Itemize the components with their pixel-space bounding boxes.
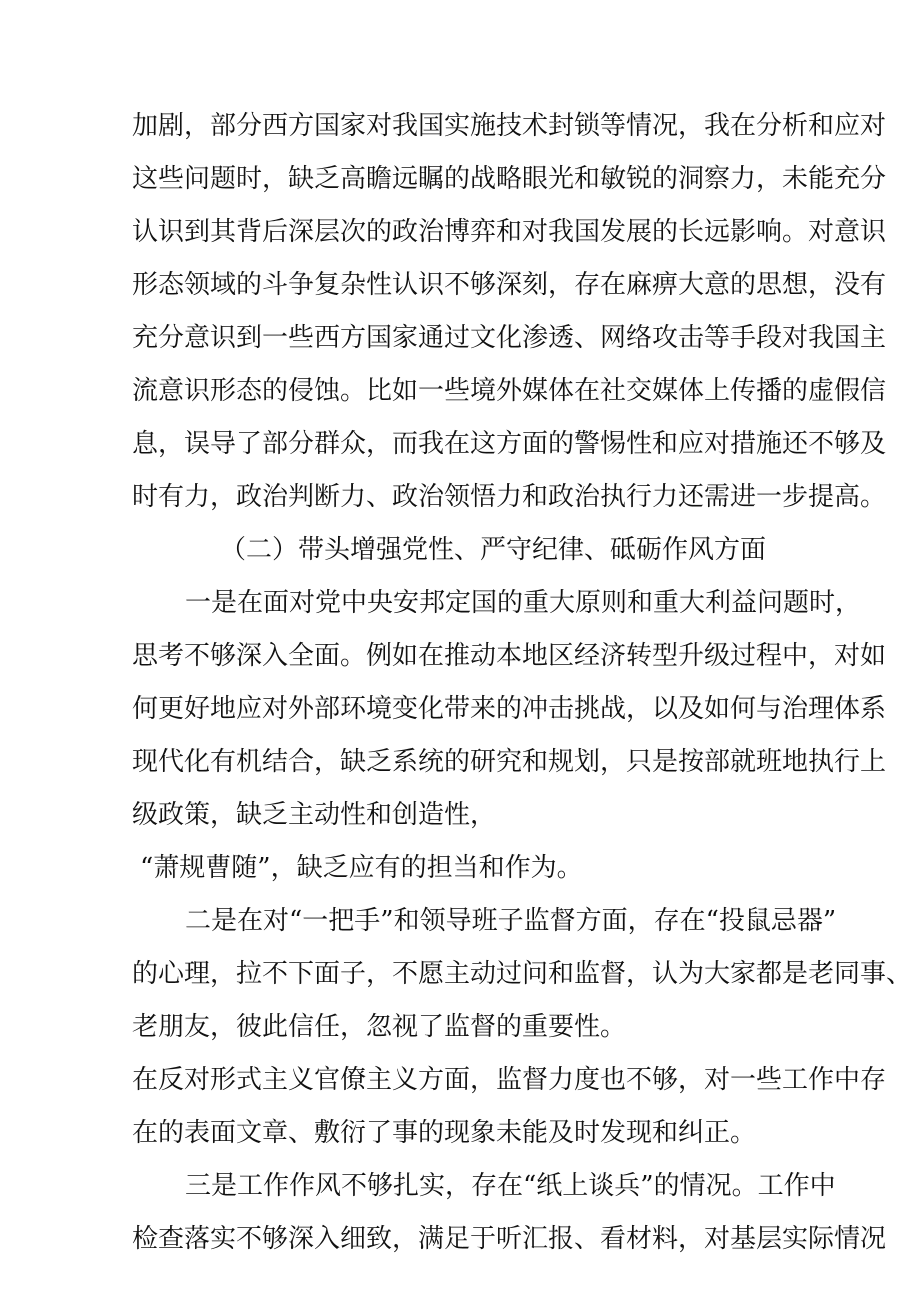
paragraph-line: 认识到其背后深层次的政治博弈和对我国发展的长远影响。对意识 <box>132 217 887 247</box>
paragraph-line: 形态领域的斗争复杂性认识不够深刻，存在麻痹大意的思想，没有 <box>132 270 887 300</box>
paragraph-line: 二是在对“一把手”和领导班子监督方面，存在“投鼠忌器” <box>185 906 837 936</box>
paragraph-line: 流意识形态的侵蚀。比如一些境外媒体在社交媒体上传播的虚假信 <box>132 376 887 406</box>
paragraph-line: 的心理，拉不下面子，不愿主动过问和监督，认为大家都是老同事、 <box>132 959 913 989</box>
paragraph-line: 在的表面文章、敷衍了事的现象未能及时发现和纠正。 <box>132 1118 757 1148</box>
paragraph-line: 在反对形式主义官僚主义方面，监督力度也不够，对一些工作中存 <box>132 1065 887 1095</box>
paragraph-line: 时有力，政治判断力、政治领悟力和政治执行力还需进一步提高。 <box>132 482 887 512</box>
paragraph-line: “萧规曹随”，缺乏应有的担当和作为。 <box>140 853 583 883</box>
paragraph-line: 级政策，缺乏主动性和创造性， <box>132 800 497 830</box>
paragraph-line: 充分意识到一些西方国家通过文化渗透、网络攻击等手段对我国主 <box>132 323 887 353</box>
paragraph-line: 这些问题时，缺乏高瞻远瞩的战略眼光和敏锐的洞察力，未能充分 <box>132 164 887 194</box>
paragraph-line: 三是工作作风不够扎实，存在“纸上谈兵”的情况。工作中 <box>185 1171 836 1201</box>
paragraph-line: 检查落实不够深入细致，满足于听汇报、看材料，对基层实际情况 <box>132 1224 887 1254</box>
section-heading: （二）带头增强党性、严守纪律、砥砺作风方面 <box>220 535 767 565</box>
paragraph-line: 息，误导了部分群众，而我在这方面的警惕性和应对措施还不够及 <box>132 429 887 459</box>
paragraph-line: 思考不够深入全面。例如在推动本地区经济转型升级过程中，对如 <box>132 641 887 671</box>
paragraph-line: 一是在面对党中央安邦定国的重大原则和重大利益问题时， <box>185 588 862 618</box>
paragraph-line: 现代化有机结合，缺乏系统的研究和规划，只是按部就班地执行上 <box>132 747 887 777</box>
paragraph-line: 老朋友，彼此信任，忽视了监督的重要性。 <box>132 1012 627 1042</box>
paragraph-line: 何更好地应对外部环境变化带来的冲击挑战，以及如何与治理体系 <box>132 694 887 724</box>
paragraph-line: 加剧，部分西方国家对我国实施技术封锁等情况，我在分析和应对 <box>132 111 887 141</box>
